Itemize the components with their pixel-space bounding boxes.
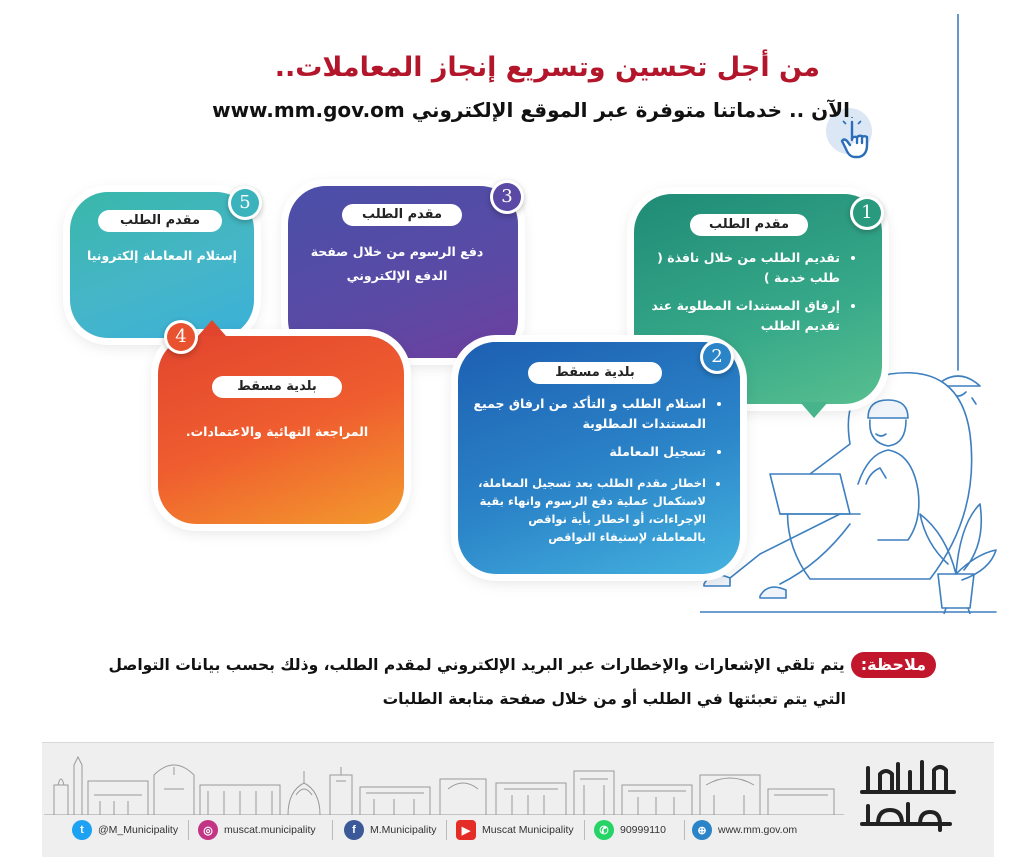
twitter-handle: @M_Municipality <box>98 824 179 836</box>
step-2-number: 2 <box>700 340 734 374</box>
step-1-tail <box>800 402 828 418</box>
step-3-card <box>288 186 518 358</box>
step-5-number: 5 <box>228 186 262 220</box>
step-1-actor: مقدم الطلب <box>690 214 808 236</box>
twitter-link[interactable] <box>72 818 178 842</box>
website-url: www.mm.gov.om <box>718 824 798 836</box>
step-2-actor: بلدية مسقط <box>528 362 662 384</box>
instagram-icon: ◎ <box>198 820 218 840</box>
step-5-text: إستلام المعاملة إلكترونيا <box>87 248 237 263</box>
note-line-2: التي يتم تعبئتها في الطلب أو من خلال صفحة متابعة الطلبات <box>382 690 846 708</box>
page-title: من أجل تحسين وتسريع إنجاز المعاملات.. <box>274 52 820 83</box>
muscat-municipality-logo <box>854 752 964 842</box>
step-1-body <box>646 248 856 344</box>
whatsapp-number: 90999110 <box>620 824 666 836</box>
note <box>60 648 936 716</box>
step-4-text: المراجعة النهائية والاعتمادات. <box>185 424 369 439</box>
footer-divider <box>446 820 447 840</box>
step-4-number: 4 <box>164 320 198 354</box>
note-label: ملاحظة: <box>851 652 936 678</box>
facebook-icon: f <box>344 820 364 840</box>
footer-divider <box>684 820 685 840</box>
step-4-tail <box>198 320 226 336</box>
step-1-number: 1 <box>850 196 884 230</box>
step-2-item-3: • اخطار مقدم الطلب بعد تسجيل المعاملة، لاستكمال عملية دفع الرسوم وانهاء بقية الإجراءات، أو اخطار بأية نواقص بالمعاملة، لإستيفاء النواقص <box>472 474 706 546</box>
footer-divider <box>188 820 189 840</box>
step-3-actor: مقدم الطلب <box>342 204 462 226</box>
step-2-item-1: • استلام الطلب و التأكد من ارفاق جميع المستندات المطلوبة <box>472 394 706 434</box>
facebook-link[interactable] <box>344 818 437 842</box>
youtube-link[interactable] <box>456 818 574 842</box>
note-line-1: يتم تلقي الإشعارات والإخطارات عبر البريد الإلكتروني لمقدم الطلب، وذلك بحسب بيانات التواصل <box>108 656 845 674</box>
page-subtitle: الآن .. خدماتنا متوفرة عبر الموقع الإلكتروني www.mm.gov.om <box>212 98 850 122</box>
step-2-body <box>472 394 722 554</box>
globe-icon: ⊕ <box>692 820 712 840</box>
step-5-card <box>70 192 254 338</box>
step-4-actor: بلدية مسقط <box>212 376 342 398</box>
twitter-icon: t <box>72 820 92 840</box>
facebook-handle: M.Municipality <box>370 824 437 836</box>
footer-divider <box>332 820 333 840</box>
muscat-skyline-illustration <box>44 745 844 815</box>
step-3-number: 3 <box>490 180 524 214</box>
step-1-item-1: • تقديم الطلب من خلال نافذة ( طلب خدمة ) <box>646 248 840 288</box>
footer-divider <box>584 820 585 840</box>
instagram-handle: muscat.municipality <box>224 824 316 836</box>
step-1-item-2: • إرفاق المستندات المطلوبة عند تقديم الطلب <box>646 296 840 336</box>
step-4-card <box>158 336 404 524</box>
youtube-handle: Muscat Municipality <box>482 824 574 836</box>
whatsapp-link[interactable] <box>594 818 666 842</box>
whatsapp-icon: ✆ <box>594 820 614 840</box>
instagram-link[interactable] <box>198 818 316 842</box>
step-5-actor: مقدم الطلب <box>98 210 222 232</box>
youtube-icon: ▶ <box>456 820 476 840</box>
step-3-text: دفع الرسوم من خلال صفحة الدفع الإلكتروني <box>310 244 484 283</box>
website-link[interactable] <box>692 818 797 842</box>
step-2-card <box>458 342 740 574</box>
step-2-item-2: • تسجيل المعاملة <box>472 442 706 462</box>
